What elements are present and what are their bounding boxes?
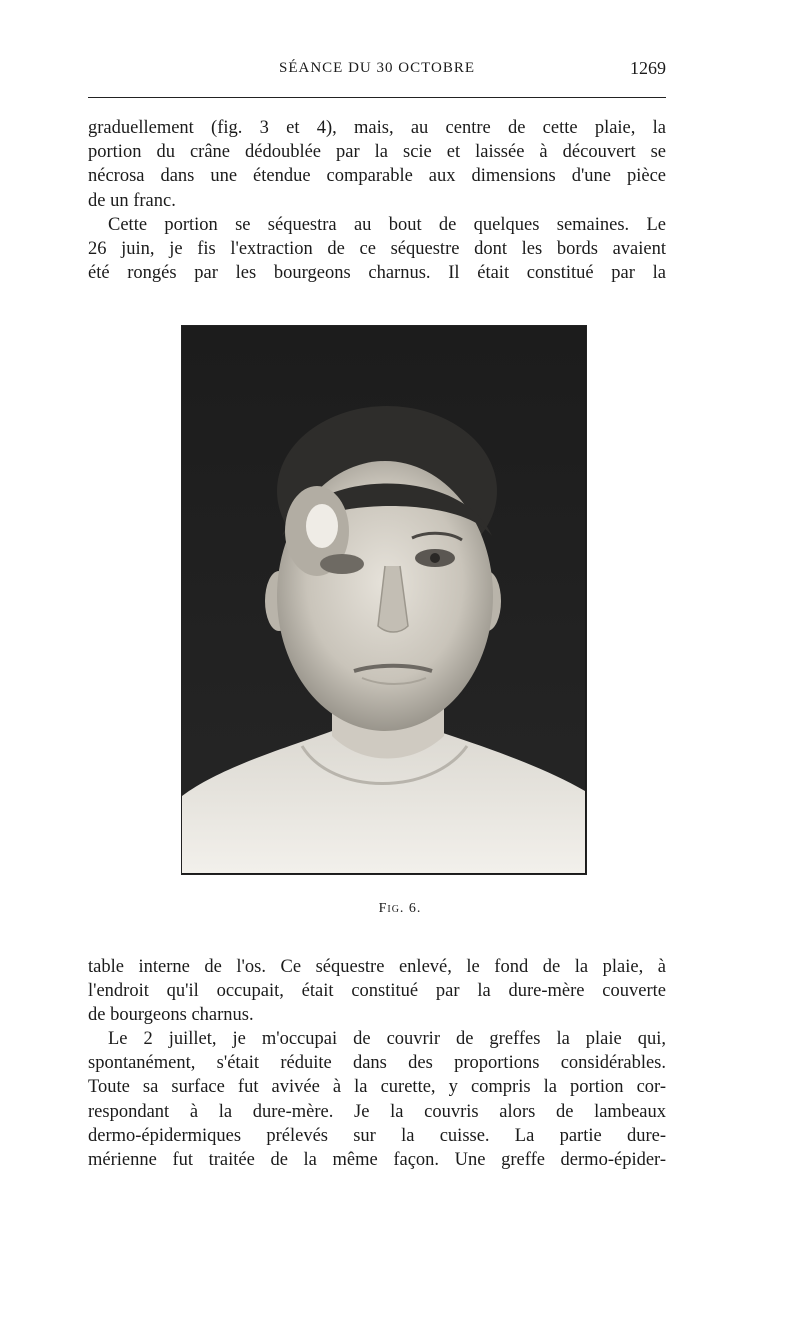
running-head: SÉANCE DU 30 OCTOBRE	[279, 60, 475, 76]
text-line: l'endroit qu'il occupait, était constitué par la dure-mère couverte	[88, 981, 666, 1002]
text-line: été rongés par les bourgeons charnus. Il était constitué par la	[88, 263, 666, 284]
portrait-illustration	[182, 326, 585, 873]
text-line: nécrosa dans une étendue comparable aux dimensions d'une pièce	[88, 166, 666, 187]
paragraph-2	[88, 213, 666, 286]
text-line: 26 juin, je fis l'extraction de ce séquestre dont les bords avaient	[88, 239, 666, 260]
text-line: Le 2 juillet, je m'occupai de couvrir de greffes la plaie qui,	[108, 1029, 666, 1049]
paragraph-3	[88, 955, 666, 1028]
text-line: mérienne fut traitée de la même façon. Une greffe dermo-épider-	[88, 1150, 666, 1171]
text-line: Toute sa surface fut avivée à la curette, y compris la portion cor-	[88, 1077, 666, 1098]
page-number: 1269	[630, 58, 666, 78]
text-line: de bourgeons charnus.	[88, 1005, 254, 1026]
text-line: de un franc.	[88, 190, 176, 211]
page-header	[88, 58, 666, 88]
paragraph-4	[88, 1027, 666, 1172]
text-line: respondant à la dure-mère. Je la couvris alors de lambeaux	[88, 1101, 666, 1122]
text-line: portion du crâne dédoublée par la scie et laissée à découvert se	[88, 142, 666, 163]
text-line: table interne de l'os. Ce séquestre enlevé, le fond de la plaie, à	[88, 957, 666, 977]
text-line: dermo-épidermiques prélevés sur la cuisse. La partie dure-	[88, 1125, 666, 1146]
header-rule	[88, 97, 666, 98]
text-line: spontanément, s'était réduite dans des proportions considérables.	[88, 1053, 666, 1074]
text-line: graduellement (fig. 3 et 4), mais, au centre de cette plaie, la	[88, 118, 666, 138]
figure-caption: Fig. 6.	[378, 901, 422, 916]
patient-portrait-photo	[181, 325, 587, 875]
paragraph-1	[88, 116, 666, 213]
text-line: Cette portion se séquestra au bout de quelques semaines. Le	[108, 215, 666, 235]
